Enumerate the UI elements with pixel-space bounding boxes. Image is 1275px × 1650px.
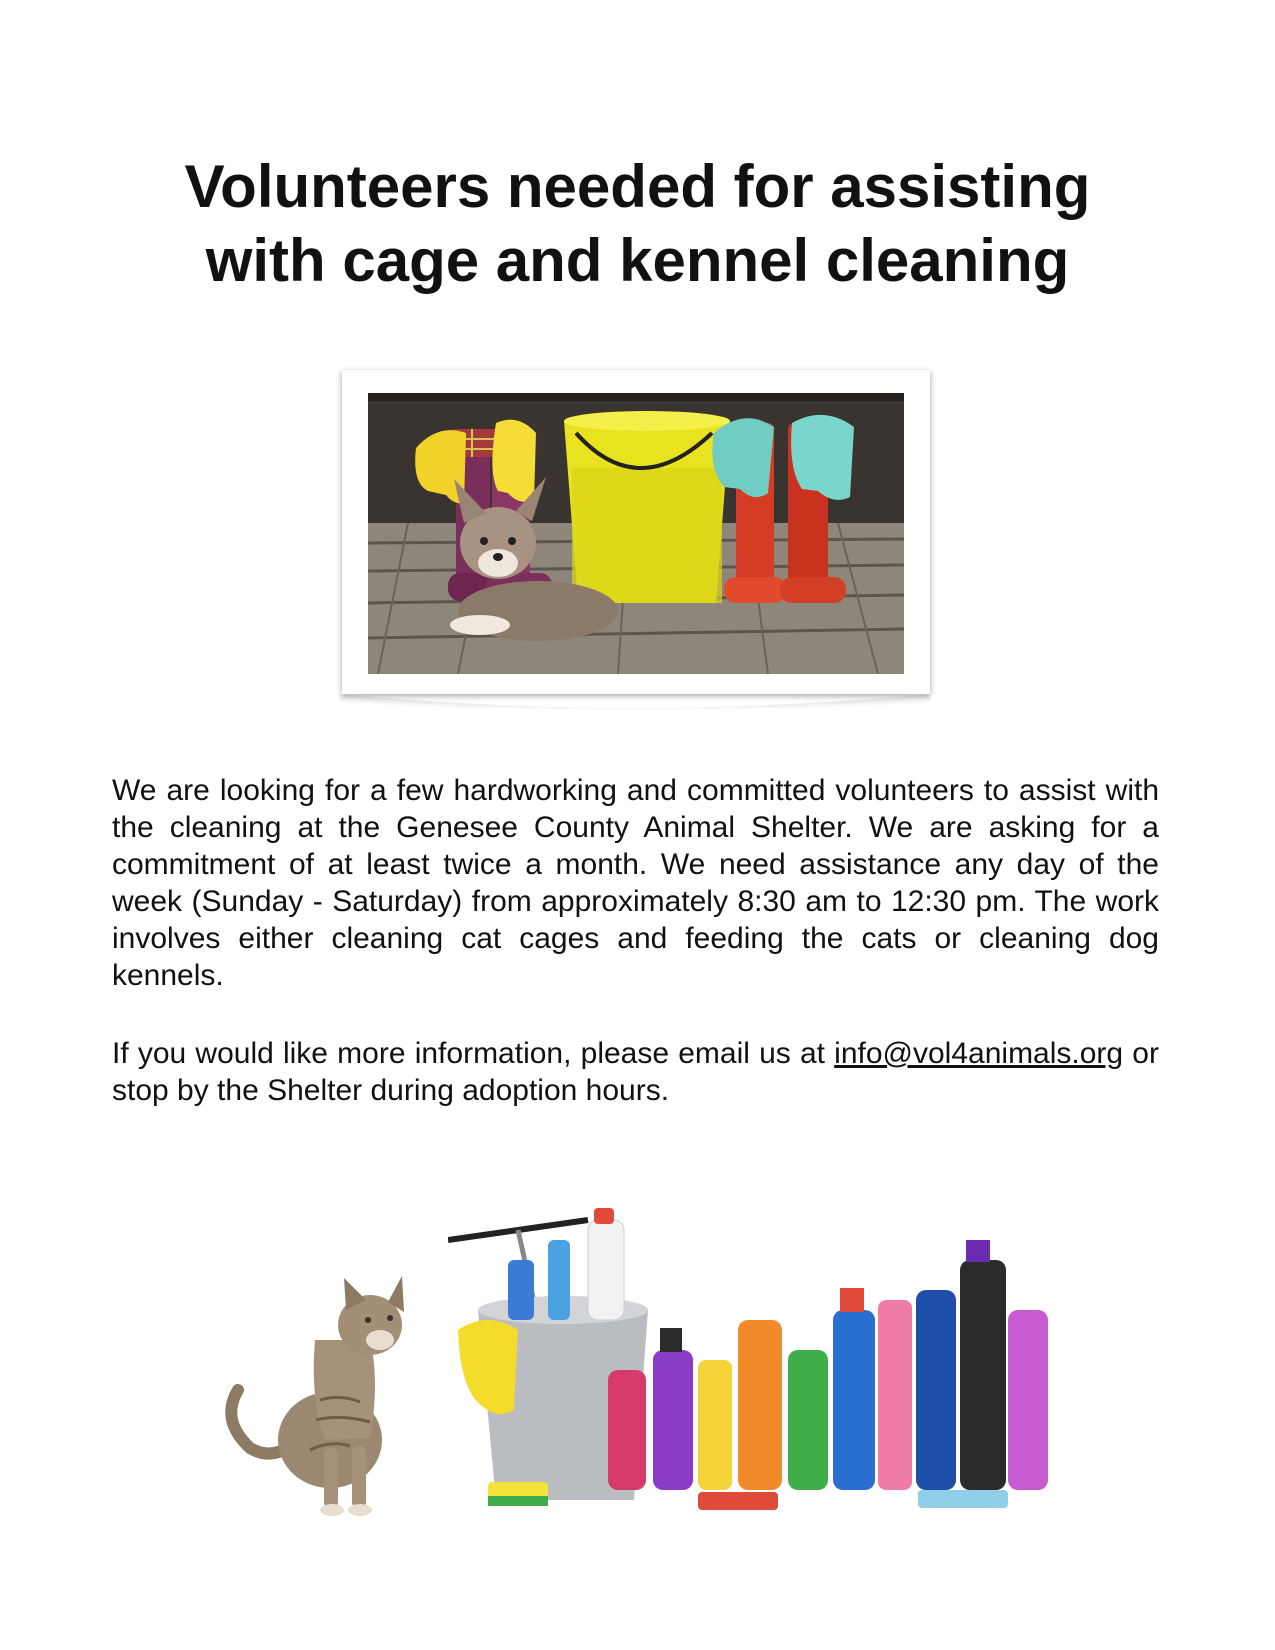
contact-paragraph bbox=[112, 1035, 1159, 1109]
page-title bbox=[100, 150, 1175, 298]
title-line-1: Volunteers needed for assisting bbox=[184, 153, 1091, 220]
photo-shadow bbox=[330, 692, 940, 732]
boots-bucket-dog-photo bbox=[368, 393, 904, 674]
cleaning-supplies-icon bbox=[448, 1200, 1058, 1515]
contact-intro: If you would like more information, please email us at bbox=[112, 1037, 825, 1070]
email-link[interactable]: info@vol4animals.org bbox=[834, 1037, 1124, 1070]
title-line-2: with cage and kennel cleaning bbox=[205, 227, 1070, 294]
cat-icon bbox=[220, 1270, 435, 1520]
contact-outro: or stop by the Shelter during adoption hours. bbox=[112, 1037, 1159, 1107]
description-paragraph: We are looking for a few hardworking and committed volunteers to assist with the cleaning at the Genesee County Animal Shelter. We are asking for a commitment of at least twice a month. We need assistance any day of the week (Sunday - Saturday) from approximately 8:30 am to 12:30 pm. The work involves either cleaning cat cages and feeding the cats or cleaning dog kennels. bbox=[112, 774, 1159, 992]
